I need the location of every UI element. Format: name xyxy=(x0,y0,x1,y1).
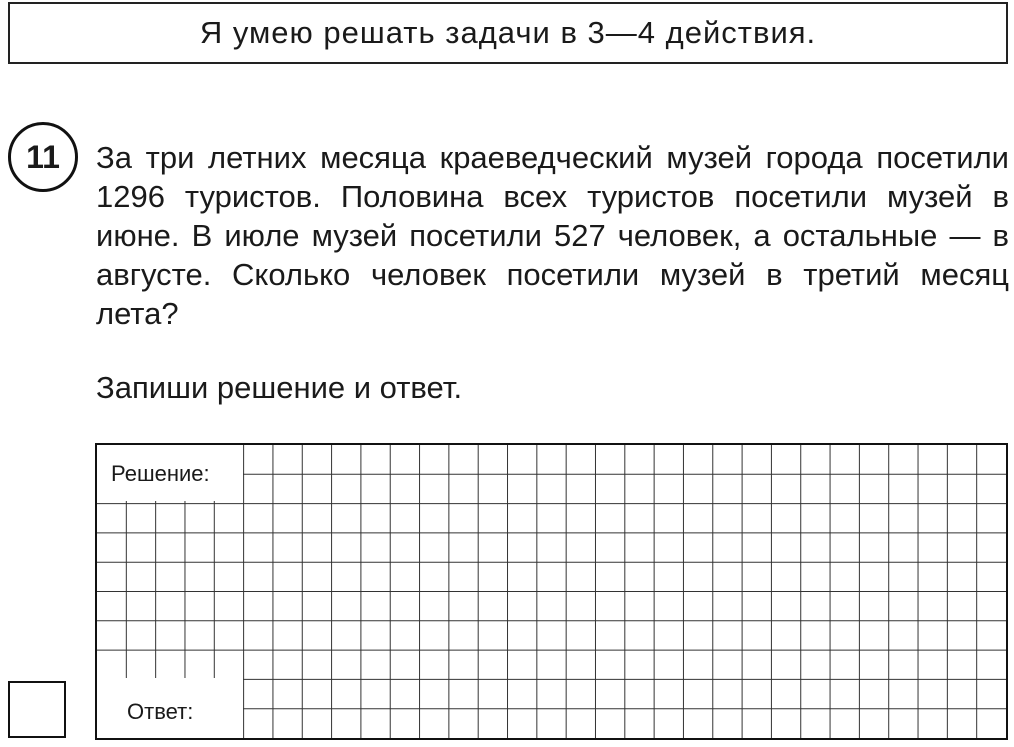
instruction-text: Запиши решение и ответ. xyxy=(96,370,463,405)
answer-label: Ответ: xyxy=(127,699,194,724)
solution-label: Решение: xyxy=(111,461,210,486)
problem-text: За три летних месяца краеведческий музей города посетили 1296 туристов. Половина всех туристов посетили музей в июне. В июле музей посетили 527 человек, а остальные — в августе. Сколько человек посетили музей в третий месяц лета? xyxy=(96,140,1009,331)
skill-statement-box xyxy=(8,2,1008,64)
skill-statement-text: Я умею решать задачи в 3—4 действия. xyxy=(199,15,817,50)
score-box[interactable] xyxy=(8,681,66,738)
answer-grid[interactable] xyxy=(95,443,1008,740)
task-number: 11 xyxy=(26,138,60,175)
task-number-badge xyxy=(8,122,78,192)
